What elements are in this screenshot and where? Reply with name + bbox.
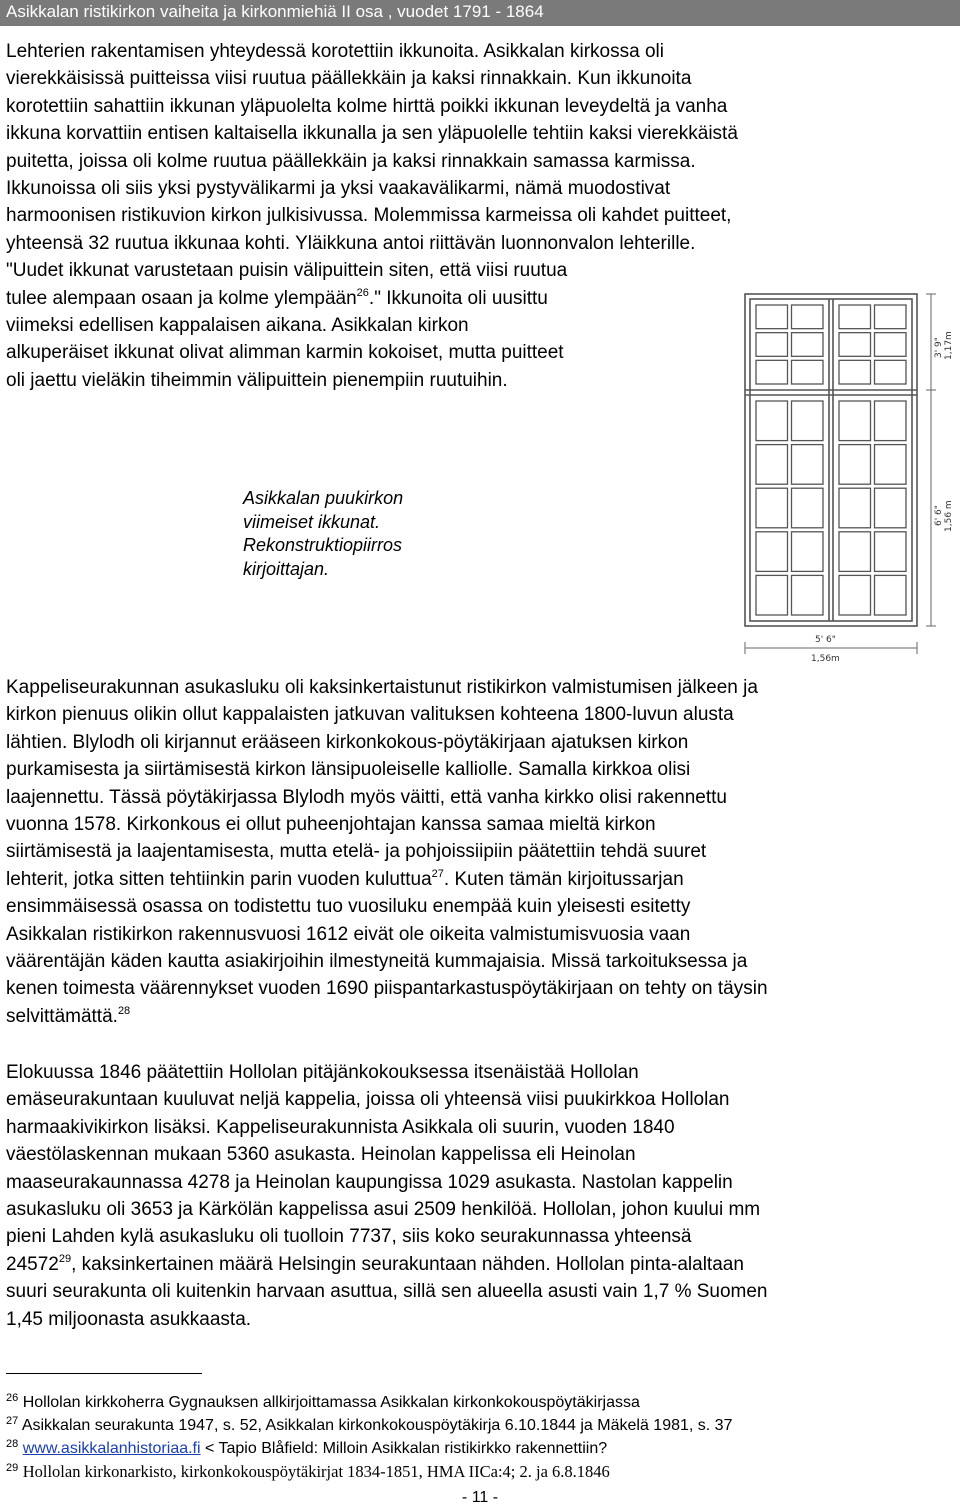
text-line: harmaakivikirkon lisäksi. Kappeliseurakunnista Asikkala oli suurin, vuoden 1840 (6, 1116, 675, 1138)
text-line: puitetta, joissa oli kolme ruutua päällekkäin ja kaksi rinnakkain samassa karmissa. (6, 150, 696, 172)
text-fragment: , kaksinkertainen määrä Helsingin seurakuntaan nähden. Hollolan pinta-alaltaan (71, 1253, 744, 1275)
window-pane (839, 445, 871, 485)
text-line (6, 285, 738, 312)
window-pane (792, 401, 824, 441)
document-title: Asikkalan ristikirkon vaiheita ja kirkonmiehiä II osa , vuodet 1791 - 1864 (6, 2, 544, 21)
text-line: maaseurakaunnassa 4278 ja Heinolan kaupungissa 1029 asukasta. Nastolan kappelin (6, 1171, 733, 1193)
text-line: suuri seurakunta oli kuitenkin harvaan asuttua, sillä sen alueella asusti vain 1,7 % Suomen (6, 1281, 768, 1303)
text-line (6, 1003, 768, 1030)
window-pane (839, 305, 871, 329)
dimension-width: 5' 6" (815, 635, 836, 645)
dimension-lower: 6' 6" (934, 505, 944, 526)
footnote-ref-27[interactable]: 27 (431, 867, 444, 880)
window-pane (875, 488, 907, 528)
text-line (6, 866, 768, 893)
window-pane (756, 360, 788, 384)
text-line: yhteensä 32 ruutua ikkunaa kohti. Yläikkuna antoi riittävän luonnonvalon lehterille. (6, 232, 696, 254)
window-pane (839, 488, 871, 528)
window-pane (839, 575, 871, 615)
footnote-number: 28 (6, 1438, 19, 1450)
text-line: korotettiin sahattiin ikkunan yläpuolelta kolme hirttä poikki ikkunan leveydeltä ja vanha (6, 95, 728, 117)
text-fragment: selvittämättä. (6, 1005, 118, 1027)
text-line: väärentäjän käden kautta asiakirjoihin ilmestyneitä kummajaisia. Missä tarkoituksessa ja (6, 950, 748, 972)
footnote-number: 29 (6, 1462, 19, 1474)
paragraph-hollola-meeting (6, 1059, 768, 1333)
footnote-text: Hollolan kirkonarkisto, kirkonkokouspöytäkirjat 1834-1851, HMA IICa:4; 2. ja 6.8.1846 (22, 1462, 610, 1481)
footnote-number: 27 (6, 1415, 19, 1427)
text-line: väestölaskennan mukaan 5360 asukasta. Heinolan kappelissa eli Heinolan (6, 1144, 636, 1166)
dimension-upper-metric: 1,17m (944, 331, 954, 360)
text-line: lähtien. Blylodh oli kirjannut erääseen kirkonkokous-pöytäkirjaan ajatuksen kirkon (6, 731, 689, 753)
text-line (6, 1251, 768, 1278)
text-fragment: tulee alempaan osaan ja kolme ylempään (6, 287, 357, 309)
caption-line: kirjoittajan. (243, 558, 330, 579)
window-outer-frame (745, 294, 917, 626)
text-fragment: 24572 (6, 1253, 59, 1275)
text-line: siirtämisestä ja laajentamisesta, mutta etelä- ja pohjoissiipiin päätettiin tehdä suuret (6, 841, 707, 863)
text-line: ikkuna korvattiin entisen kaltaisella ikkunalla ja sen yläpuolelle tehtiin kaksi vierekkäistä (6, 123, 738, 145)
document-header (0, 0, 960, 26)
window-pane (792, 575, 824, 615)
caption-line: Rekonstruktiopiirros (243, 535, 403, 555)
text-line: vierekkäisissä puitteissa viisi ruutua päällekkäin ja kaksi rinnakkain. Kun ikkunoita (6, 68, 692, 90)
page-number: - 11 - (461, 1489, 499, 1506)
footnote-28 (6, 1439, 607, 1459)
footnote-ref-28[interactable]: 28 (117, 1004, 131, 1017)
window-pane (839, 360, 871, 384)
footnote-number: 26 (6, 1392, 19, 1404)
text-line: Asikkalan ristikirkon rakennusvuosi 1612 eivät ole oikeita valmistumisvuosia vaan (6, 923, 691, 945)
window-pane (792, 488, 824, 528)
window-pane (792, 445, 824, 485)
window-inner-frame (750, 299, 912, 621)
caption-line: Asikkalan puukirkon (243, 488, 404, 508)
footnote-ref-29[interactable]: 29 (58, 1252, 72, 1265)
text-line: "Uudet ikkunat varustetaan puisin välipuittein siten, että viisi ruutua (6, 260, 568, 282)
text-fragment: ." Ikkunoita oli uusittu (368, 287, 548, 309)
dimension-upper: 3' 9" (934, 337, 944, 358)
figure-caption (243, 487, 403, 581)
footnote-divider (6, 1373, 202, 1374)
window-pane (875, 360, 907, 384)
dimension-width-metric: 1,56m (811, 654, 840, 664)
window-drawing (735, 288, 957, 666)
text-line: alkuperäiset ikkunat olivat alimman karmin kokoiset, mutta puitteet (6, 342, 564, 364)
footnote-text: < Tapio Blåfield: Milloin Asikkalan ristikirkko rakennettiin? (200, 1440, 608, 1457)
window-pane (792, 532, 824, 572)
window-pane (875, 445, 907, 485)
text-line: Ikkunoissa oli siis yksi pystyvälikarmi ja yksi vaakavälikarmi, nämä muodostivat (6, 177, 671, 199)
window-pane (875, 305, 907, 329)
window-pane (839, 333, 871, 357)
window-pane (756, 305, 788, 329)
window-pane (756, 445, 788, 485)
text-line: vuonna 1578. Kirkonkous ei ollut puheenjohtajan kanssa samaa mieltä kirkon (6, 813, 656, 835)
window-pane (756, 401, 788, 441)
paragraph-chapel-population (6, 674, 768, 1030)
window-pane (756, 575, 788, 615)
text-line: 1,45 miljoonasta asukkaasta. (6, 1308, 252, 1330)
text-line: purkamisesta ja siirtämisestä kirkon länsipuoleiselle kalliolle. Samalla kirkkoa olisi (6, 759, 691, 781)
caption-line: viimeiset ikkunat. (243, 511, 381, 532)
window-pane (875, 401, 907, 441)
text-line: kenen toimesta väärennykset vuoden 1690 piispantarkastuspöytäkirjaan on tehty on täysin (6, 978, 768, 1000)
window-panes (756, 305, 906, 615)
text-line: emäseurakuntaan kuuluvat neljä kappelia, joissa oli yhteensä viisi puukirkkoa Hollolan (6, 1089, 730, 1111)
footnote-text: Hollolan kirkkoherra Gygnauksen allkirjoittamassa Asikkalan kirkonkokouspöytäkirjassa (22, 1394, 640, 1411)
window-pane (756, 488, 788, 528)
text-line: Lehterien rakentamisen yhteydessä korotettiin ikkunoita. Asikkalan kirkossa oli (6, 41, 664, 62)
text-line: ensimmäisessä osassa on todistettu tuo vuosiluku enempää kuin yleisesti esitetty (6, 896, 691, 918)
window-pane (792, 305, 824, 329)
text-fragment: lehterit, jotka sitten tehtiinkin parin vuoden kuluttua (6, 868, 432, 890)
dimension-lower-metric: 1,56 m (944, 500, 954, 532)
text-line: pieni Lahden kylä asukasluku oli tuolloin 7737, siis koko seurakunnassa yhteensä (6, 1226, 692, 1248)
text-line: Elokuussa 1846 päätettiin Hollolan pitäjänkokouksessa itsenäistää Hollolan (6, 1062, 639, 1083)
paragraph-windows (6, 38, 738, 394)
text-line: laajennettu. Tässä pöytäkirjassa Blylodh myös väitti, että vanha kirkko olisi rakennettu (6, 786, 727, 808)
footnote-29 (6, 1462, 610, 1483)
footnote-27 (6, 1416, 732, 1436)
window-pane (839, 401, 871, 441)
window-pane (792, 333, 824, 357)
window-pane (875, 333, 907, 357)
window-pane (875, 532, 907, 572)
text-line: Kappeliseurakunnan asukasluku oli kaksinkertaistunut ristikirkon valmistumisen jälkeen ja (6, 677, 758, 698)
text-line: oli jaettu vieläkin tiheimmin välipuittein pienempiin ruutuihin. (6, 369, 508, 391)
text-line: viimeksi edellisen kappalaisen aikana. Asikkalan kirkon (6, 314, 469, 336)
window-pane (756, 532, 788, 572)
footnote-26 (6, 1393, 640, 1413)
window-pane (792, 360, 824, 384)
window-pane (839, 532, 871, 572)
text-line: kirkon pienuus olikin ollut kappalaisten jatkuvan valituksen kohteena 1800-luvun alusta (6, 704, 734, 726)
footnote-text: Asikkalan seurakunta 1947, s. 52, Asikkalan kirkonkokouspöytäkirja 6.10.1844 ja Mäkelä 1981, s. 37 (21, 1417, 733, 1434)
footnote-link[interactable]: www.asikkalanhistoriaa.fi (22, 1440, 201, 1457)
text-line: harmoonisen ristikuvion kirkon julkisivussa. Molemmissa karmeissa oli kahdet puitteet, (6, 205, 732, 227)
footnote-ref-26[interactable]: 26 (356, 286, 369, 299)
window-pane (875, 575, 907, 615)
text-line: asukasluku oli 3653 ja Kärkölän kappelissa asui 2509 henkilöä. Hollolan, johon kuului mm (6, 1198, 761, 1220)
window-pane (756, 333, 788, 357)
text-fragment: . Kuten tämän kirjoitussarjan (443, 868, 684, 890)
